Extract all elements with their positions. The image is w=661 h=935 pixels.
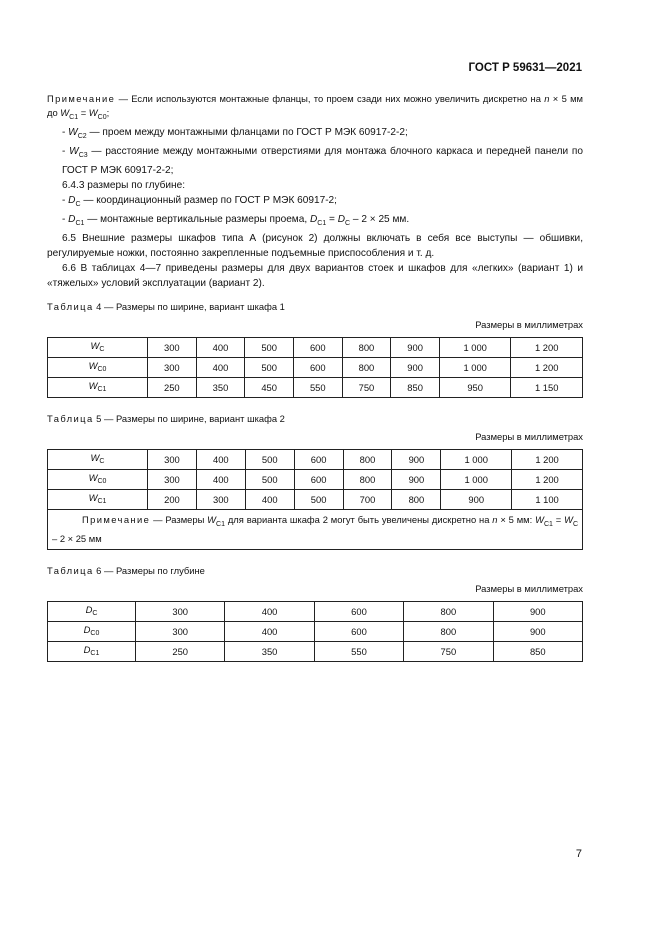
table-cell: 300 [136, 621, 225, 641]
table-cell: 800 [404, 621, 493, 641]
list-item-wc2: - $W_{C2}$ — проем между монтажными фланцами по ГОСТ Р МЭК 60917-2-2; [62, 126, 408, 140]
table-cell: 900 [391, 357, 440, 377]
table-cell: 400 [225, 621, 314, 641]
table-row [48, 357, 583, 377]
table-cell: 300 [148, 469, 197, 489]
table-row [48, 469, 583, 489]
table-cell: 300 [196, 489, 245, 509]
table-cell: 550 [314, 641, 403, 661]
table-row [48, 601, 583, 621]
table-cell: 500 [245, 469, 294, 489]
table-cell: 400 [196, 357, 245, 377]
table-cell: 900 [441, 489, 512, 509]
table-cell: 350 [225, 641, 314, 661]
table-cell: 900 [493, 601, 582, 621]
table-cell: 400 [245, 489, 294, 509]
table-cell: 700 [343, 489, 392, 509]
section-6-4-3: 6.4.3 размеры по глубине: [62, 179, 186, 191]
table-cell: 850 [391, 377, 440, 397]
row-label-dc1: $D_{C1}$ [48, 641, 136, 661]
table-cell: 300 [136, 601, 225, 621]
table-6-caption: Таблица 6 — Размеры по глубине [47, 564, 205, 576]
table-cell: 1 200 [512, 469, 583, 489]
table-cell: 600 [294, 449, 343, 469]
table-5 [47, 449, 583, 550]
table-4-caption: Таблица 4 — Размеры по ширине, вариант шкафа 1 [47, 300, 285, 312]
table-cell: 1 000 [441, 449, 512, 469]
table-cell: 750 [404, 641, 493, 661]
table-cell: 600 [293, 357, 342, 377]
document-body [47, 92, 583, 662]
table-cell: 600 [294, 469, 343, 489]
table-cell: 550 [293, 377, 342, 397]
section-6-6: 6.6 В таблицах 4—7 приведены размеры для двух вариантов стоек и шкафов для «легких» (вариант 1) и «тяжелых» условий эксплуатации (вариант 2). [47, 262, 583, 289]
table-cell: 450 [245, 377, 294, 397]
table-6 [47, 601, 583, 662]
table-cell: 600 [293, 337, 342, 357]
table-5-units: Размеры в миллиметрах [475, 430, 583, 442]
table-cell: 800 [404, 601, 493, 621]
table-4-units: Размеры в миллиметрах [475, 318, 583, 330]
table-row [48, 337, 583, 357]
table-row [48, 641, 583, 661]
table-cell: 1 000 [439, 357, 510, 377]
page-number: 7 [575, 848, 582, 860]
table-cell: 800 [343, 469, 392, 489]
table-cell: 200 [148, 489, 197, 509]
row-label-dc: $D_C$ [48, 601, 136, 621]
row-label-wc0: $W_{C0}$ [48, 469, 148, 489]
table-cell: 950 [439, 377, 510, 397]
table-cell: 800 [342, 337, 391, 357]
table-cell: 1 200 [511, 337, 583, 357]
table-note-row [48, 509, 583, 549]
note-flanges: Примечание — Если используются монтажные фланцы, то проем сзади них можно увеличить дискретно на n × 5 мм до $W_{C1} = W_{C0}$; [47, 93, 583, 121]
row-label-dc0: $D_{C0}$ [48, 621, 136, 641]
table-cell: 400 [196, 449, 245, 469]
table-row [48, 449, 583, 469]
table-cell: 900 [392, 469, 441, 489]
section-6-5: 6.5 Внешние размеры шкафов типа А (рисунок 2) должны включать в себя все выступы — обшивки, регулируемые ножки, постоянно закрепленные подъемные приспособления и т. д. [47, 232, 583, 259]
table-row [48, 377, 583, 397]
table-cell: 900 [493, 621, 582, 641]
table-cell: 800 [392, 489, 441, 509]
table-cell: 1 000 [439, 337, 510, 357]
table-cell: 400 [225, 601, 314, 621]
table-cell: 1 100 [512, 489, 583, 509]
table-cell: 300 [148, 449, 197, 469]
table-row [48, 621, 583, 641]
table-cell: 500 [245, 357, 294, 377]
table-cell: 900 [391, 337, 440, 357]
table-cell: 600 [314, 621, 403, 641]
list-item-wc3: - $W_{C3}$ — расстояние между монтажными отверстиями для монтажа блочного каркаса и передней панели по ГОСТ Р МЭК 60917-2-2; [62, 145, 583, 176]
table-cell: 800 [342, 357, 391, 377]
note-label: Примечание [47, 93, 116, 104]
table-4 [47, 337, 583, 398]
list-item-dc: - $D_C$ — координационный размер по ГОСТ Р МЭК 60917-2; [62, 194, 337, 208]
table-cell: 750 [342, 377, 391, 397]
table-cell: 850 [493, 641, 582, 661]
standard-number: ГОСТ Р 59631—2021 [468, 62, 582, 74]
table-cell: 500 [245, 337, 294, 357]
table-cell: 300 [148, 337, 197, 357]
table-cell: 350 [196, 377, 245, 397]
table-cell: 400 [196, 469, 245, 489]
table-6-units: Размеры в миллиметрах [475, 582, 583, 594]
table-cell: 900 [392, 449, 441, 469]
row-label-wc0: $W_{C0}$ [48, 357, 148, 377]
table-cell: 250 [148, 377, 197, 397]
table-5-caption: Таблица 5 — Размеры по ширине, вариант шкафа 2 [47, 412, 285, 424]
table-cell: 500 [294, 489, 343, 509]
table-cell: 500 [245, 449, 294, 469]
table-5-note: Примечание — Размеры $W_{C1}$ для варианта шкафа 2 могут быть увеличены дискретно на n × 5 мм: $W_{C1} = W_C - 2 \times 25$ мм [48, 509, 583, 549]
table-cell: 1 150 [511, 377, 583, 397]
table-row [48, 489, 583, 509]
row-label-wc: $W_C$ [48, 449, 148, 469]
row-label-wc1: $W_{C1}$ [48, 489, 148, 509]
table-cell: 300 [148, 357, 197, 377]
list-item-dc1: - $D_{C1}$ — монтажные вертикальные размеры проема, $D_{C1} = D_C - 2 \times 25$ мм. [62, 213, 410, 227]
table-cell: 1 200 [512, 449, 583, 469]
table-cell: 400 [196, 337, 245, 357]
table-cell: 1 200 [511, 357, 583, 377]
table-cell: 800 [343, 449, 392, 469]
table-cell: 1 000 [441, 469, 512, 489]
table-cell: 600 [314, 601, 403, 621]
row-label-wc1: $W_{C1}$ [48, 377, 148, 397]
table-cell: 250 [136, 641, 225, 661]
row-label-wc: $W_C$ [48, 337, 148, 357]
